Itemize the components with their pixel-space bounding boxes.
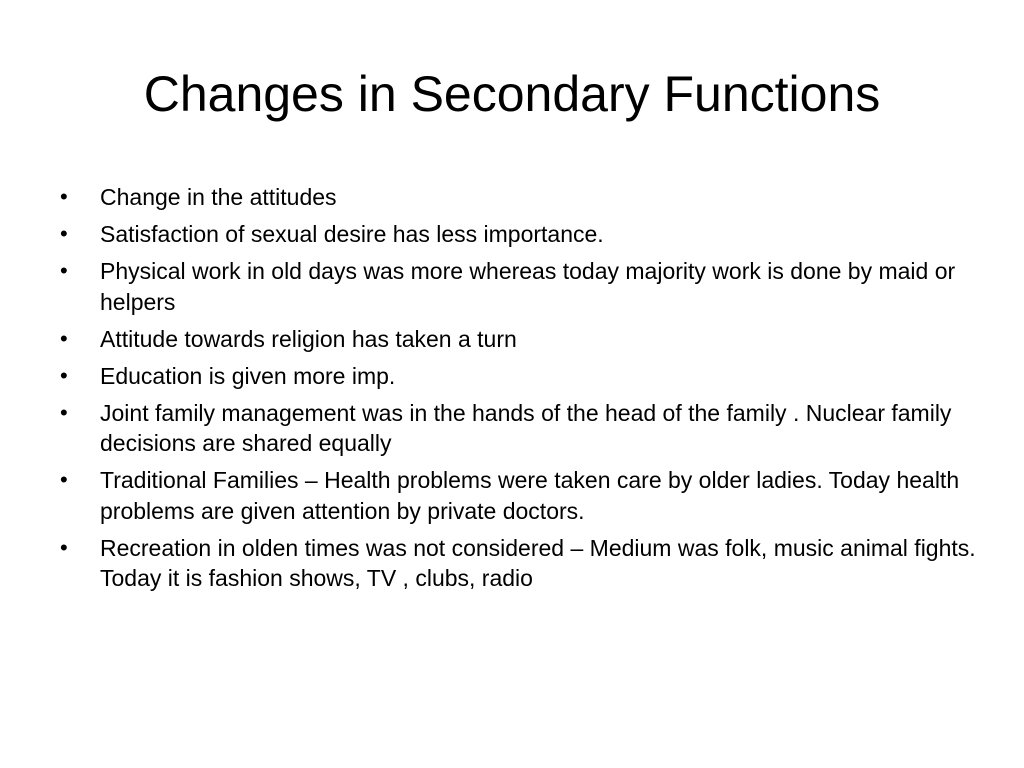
bullet-icon: • (60, 362, 68, 388)
bullet-text: Education is given more imp. (100, 362, 396, 389)
list-item (56, 398, 976, 459)
bullet-icon: • (60, 258, 68, 283)
list-item (56, 182, 976, 213)
bullet-icon: • (60, 325, 68, 351)
bullet-text: Satisfaction of sexual desire has less importance. (100, 221, 604, 247)
bullet-icon: • (60, 399, 68, 425)
bullet-icon: • (60, 467, 68, 492)
bullet-text: Recreation in olden times was not considered – Medium was folk, music animal fights. Today it is fashion shows, TV , clubs, radio (100, 534, 976, 591)
bullet-text: Traditional Families – Health problems were taken care by older ladies. Today health problems are given attention by private doctors. (100, 467, 960, 524)
list-item (56, 256, 976, 317)
slide-title: Changes in Secondary Functions (143, 66, 881, 122)
bullet-text: Physical work in old days was more whereas today majority work is done by maid or helpers (100, 258, 956, 315)
bullet-list (56, 182, 976, 600)
list-item (56, 324, 976, 355)
list-item (56, 533, 976, 594)
bullet-icon: • (60, 534, 68, 560)
bullet-text: Joint family management was in the hands of the head of the family . Nuclear family decisions are shared equally (100, 399, 952, 456)
list-item (56, 465, 976, 526)
list-item (56, 219, 976, 250)
bullet-icon: • (60, 184, 68, 209)
bullet-text: Change in the attitudes (100, 184, 337, 210)
bullet-icon: • (60, 221, 68, 246)
list-item (56, 361, 976, 392)
bullet-text: Attitude towards religion has taken a turn (100, 325, 517, 352)
